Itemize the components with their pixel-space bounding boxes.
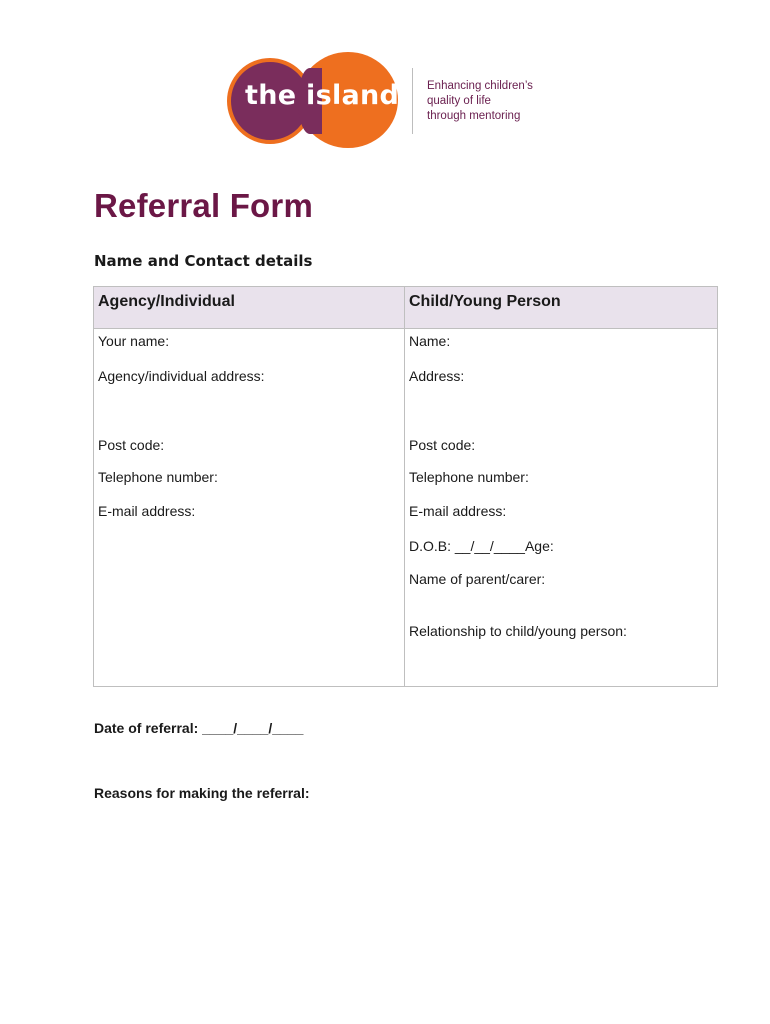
table-row bbox=[94, 329, 718, 687]
field-agency-email[interactable]: E-mail address: bbox=[98, 503, 196, 519]
field-your-name[interactable]: Your name: bbox=[98, 333, 170, 349]
logo-divider bbox=[412, 68, 413, 134]
page-title: Referral Form bbox=[94, 187, 314, 224]
field-agency-postcode[interactable]: Post code: bbox=[98, 437, 165, 453]
field-relationship[interactable]: Relationship to child/young person: bbox=[409, 623, 627, 639]
the-island-logo bbox=[227, 52, 557, 152]
logo-tagline-line-2: quality of life bbox=[427, 95, 491, 107]
reasons-for-referral[interactable]: Reasons for making the referral: bbox=[94, 785, 310, 801]
section-heading: Name and Contact details bbox=[94, 252, 313, 270]
table-header-row bbox=[94, 287, 718, 329]
date-of-referral[interactable]: Date of referral: ____/____/____ bbox=[94, 720, 304, 736]
header-child-young-person: Child/Young Person bbox=[405, 287, 718, 329]
field-child-name[interactable]: Name: bbox=[409, 333, 451, 349]
field-agency-telephone[interactable]: Telephone number: bbox=[98, 469, 218, 485]
header-agency-individual: Agency/Individual bbox=[94, 287, 405, 329]
logo-tagline bbox=[427, 79, 533, 124]
logo-tagline-line-3: through mentoring bbox=[427, 110, 521, 122]
field-child-postcode[interactable]: Post code: bbox=[409, 437, 476, 453]
field-child-telephone[interactable]: Telephone number: bbox=[409, 469, 529, 485]
field-child-address[interactable]: Address: bbox=[409, 368, 465, 384]
logo-wordmark: the island bbox=[245, 80, 400, 111]
field-child-email[interactable]: E-mail address: bbox=[409, 503, 507, 519]
field-agency-address[interactable]: Agency/individual address: bbox=[98, 368, 265, 384]
field-parent-carer[interactable]: Name of parent/carer: bbox=[409, 571, 546, 587]
agency-column bbox=[94, 329, 405, 687]
contact-details-table bbox=[93, 286, 718, 687]
logo-tagline-line-1: Enhancing children’s bbox=[427, 80, 533, 92]
field-child-dob-age[interactable]: D.O.B: __/__/____Age: bbox=[409, 538, 554, 554]
child-column bbox=[405, 329, 718, 687]
